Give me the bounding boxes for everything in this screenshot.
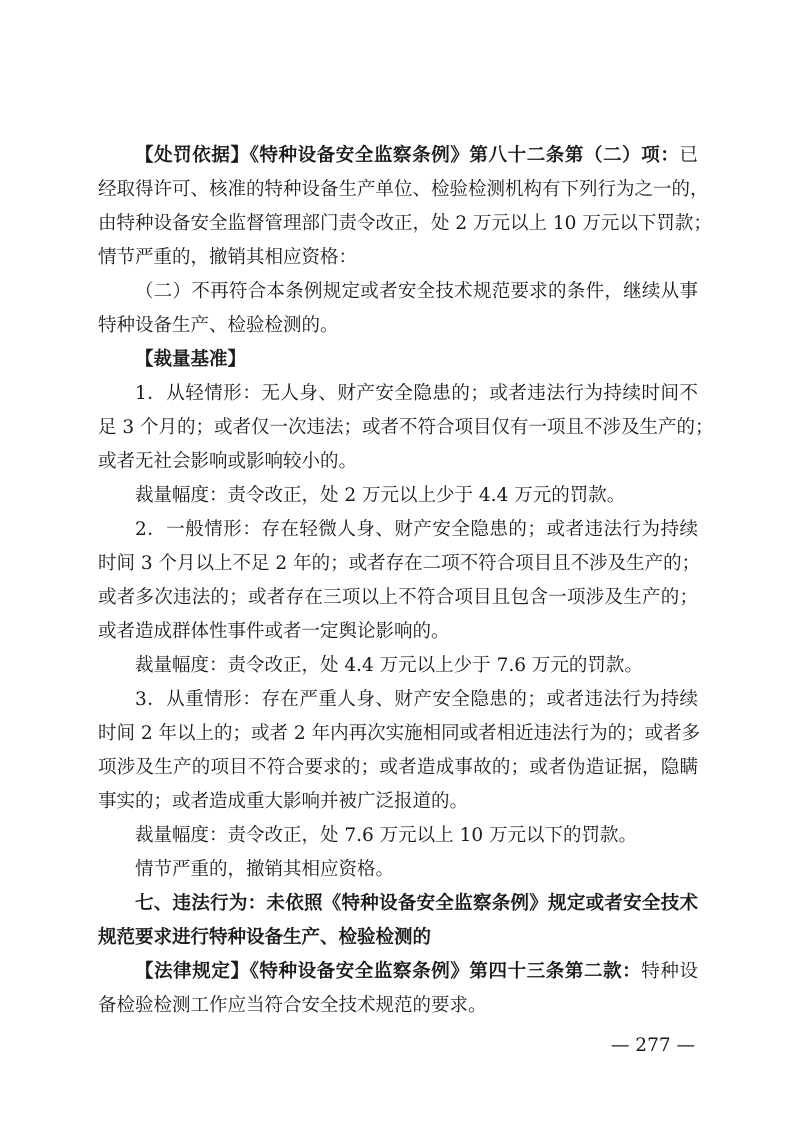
heavy-case-line-1: 3．从重情形：存在严重人身、财产安全隐患的；或者违法行为持续: [135, 689, 698, 710]
light-case-range: 裁量幅度：责令改正，处 2 万元以上少于 4.4 万元的罚款。: [135, 485, 626, 506]
punish-basis-line-2: 经取得许可、核准的特种设备生产单位、检验检测机构有下列行为之一的，: [98, 179, 709, 200]
general-case-line-4: 或者造成群体性事件或者一定舆论影响的。: [98, 621, 450, 642]
section-7-title-line-2: 规范要求进行特种设备生产、检验检测的: [98, 927, 432, 948]
light-case-line-1: 1．从轻情形：无人身、财产安全隐患的；或者违法行为持续时间不: [135, 383, 698, 404]
light-case-line-3: 或者无社会影响或影响较小的。: [98, 451, 358, 472]
heavy-case-line-3: 项涉及生产的项目不符合要求的；或者造成事故的；或者伪造证据，隐瞒: [98, 757, 698, 778]
punish-basis-text-start: 已: [679, 145, 698, 166]
standard-heading: 【裁量基准】: [135, 349, 247, 370]
heavy-case-line-2: 时间 2 年以上的；或者 2 年内再次实施相同或者相近违法行为的；或者多: [98, 723, 701, 744]
section-7-title-line-1: 七、违法行为：未依照《特种设备安全监察条例》规定或者安全技术: [135, 893, 698, 914]
light-case-line-2: 足 3 个月的；或者仅一次违法；或者不符合项目仅有一项且不涉及生产的；: [98, 417, 714, 438]
legal-rule-line-1: [98, 955, 698, 989]
punish-item-2-line-1: （二）不再符合本条例规定或者安全技术规范要求的条件，继续从事: [135, 281, 698, 302]
general-case-line-2: 时间 3 个月以上不足 2 年的；或者存在二项不符合项目且不涉及生产的；: [98, 553, 701, 574]
heavy-case-note: 情节严重的，撤销其相应资格。: [135, 859, 395, 880]
heavy-case-line-4: 事实的；或者造成重大影响并被广泛报道的。: [98, 791, 469, 812]
legal-rule-source: 《特种设备安全监察条例》第四十三条第二款：: [249, 961, 642, 982]
general-case-line-3: 或者多次违法的；或者存在三项以上不符合项目且包含一项涉及生产的；: [98, 587, 698, 608]
punish-basis-line-1: [98, 139, 698, 173]
legal-rule-label: 【法律规定】: [135, 961, 250, 982]
page-number: — 277 —: [610, 1035, 695, 1056]
general-case-line-1: 2．一般情形：存在轻微人身、财产安全隐患的；或者违法行为持续: [135, 519, 698, 540]
legal-rule-text-start: 特种设: [641, 961, 698, 982]
general-case-range: 裁量幅度：责令改正，处 4.4 万元以上少于 7.6 万元的罚款。: [135, 655, 643, 676]
legal-rule-line-2: 备检验检测工作应当符合安全技术规范的要求。: [98, 995, 487, 1016]
document-body: [98, 139, 714, 1023]
heavy-case-range: 裁量幅度：责令改正，处 7.6 万元以上 10 万元以下的罚款。: [135, 825, 637, 846]
punish-basis-label: 【处罚依据】: [135, 145, 250, 166]
punish-item-2-line-2: 特种设备生产、检验检测的。: [98, 315, 339, 336]
punish-basis-line-3: 由特种设备安全监督管理部门责令改正，处 2 万元以上 10 万元以下罚款；: [98, 213, 712, 234]
punish-basis-source: 《特种设备安全监察条例》第八十二条第（二）项：: [249, 145, 680, 166]
punish-basis-line-4: 情节严重的，撤销其相应资格：: [98, 247, 358, 268]
